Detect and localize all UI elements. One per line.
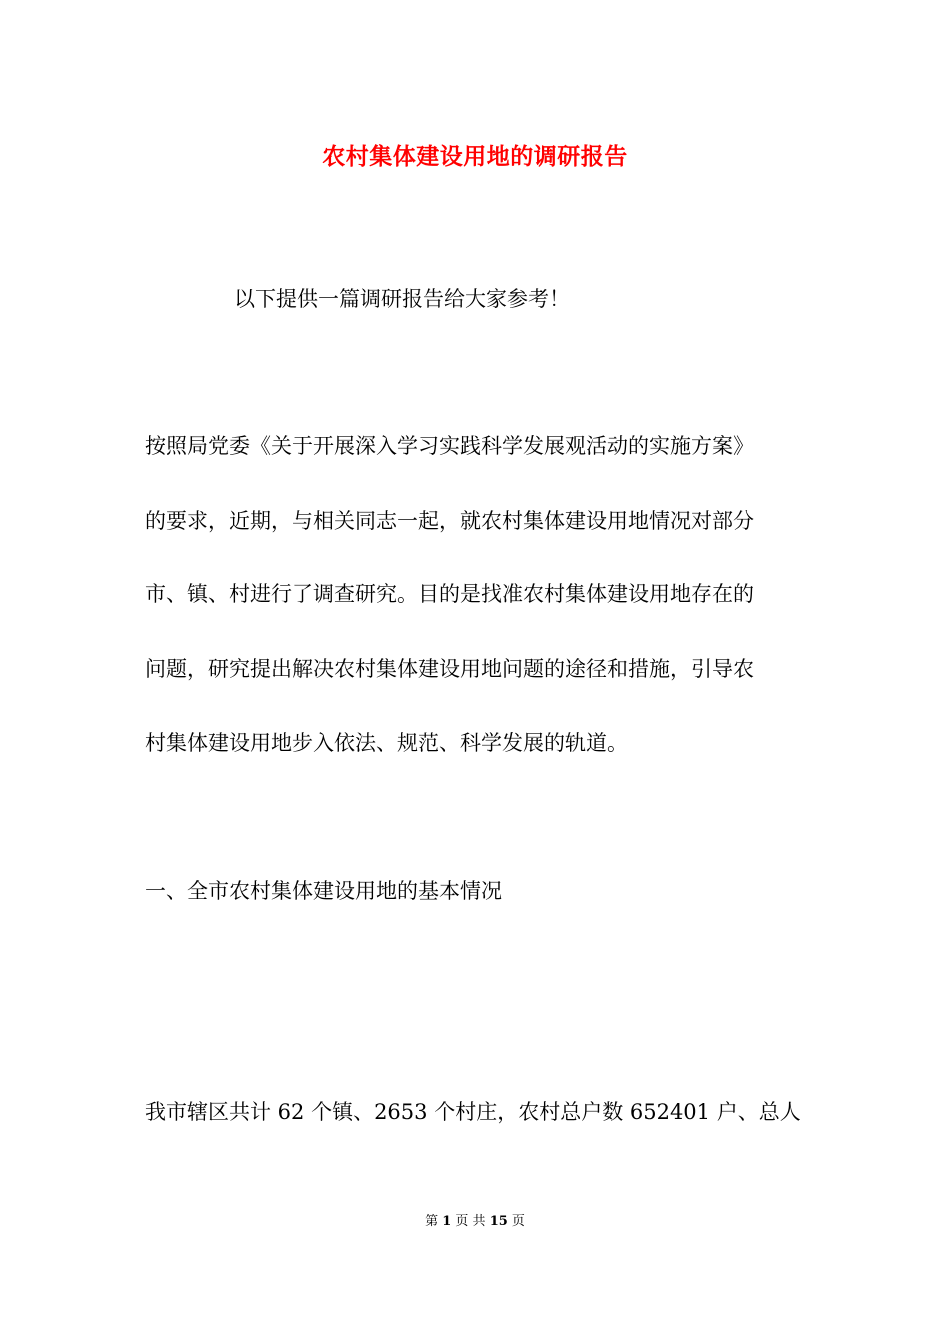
paragraph-1-line-3: 市、镇、村进行了调查研究。目的是找准农村集体建设用地存在的 (145, 582, 754, 606)
footer-total-pages: 15 (489, 1214, 508, 1229)
footer-prefix: 第 (425, 1214, 439, 1229)
section-1-heading: 一、全市农村集体建设用地的基本情况 (145, 879, 502, 903)
intro-text: 以下提供一篇调研报告给大家参考！ (234, 287, 570, 311)
document-title: 农村集体建设用地的调研报告 (322, 143, 628, 170)
paragraph-2-line-1: 我市辖区共计 62 个镇、2653 个村庄，农村总户数 652401 户、总人 (145, 1100, 801, 1124)
footer-suffix: 页 (511, 1214, 525, 1229)
page-footer (0, 1210, 950, 1229)
paragraph-1-line-5: 村集体建设用地步入依法、规范、科学发展的轨道。 (145, 731, 628, 755)
footer-current-page: 1 (442, 1214, 452, 1229)
footer-mid: 页 共 (455, 1214, 486, 1229)
paragraph-1-line-4: 问题，研究提出解决农村集体建设用地问题的途径和措施，引导农 (145, 657, 754, 681)
paragraph-1-line-1: 按照局党委《关于开展深入学习实践科学发展观活动的实施方案》 (145, 434, 754, 458)
paragraph-1-line-2: 的要求，近期，与相关同志一起，就农村集体建设用地情况对部分 (145, 509, 754, 533)
